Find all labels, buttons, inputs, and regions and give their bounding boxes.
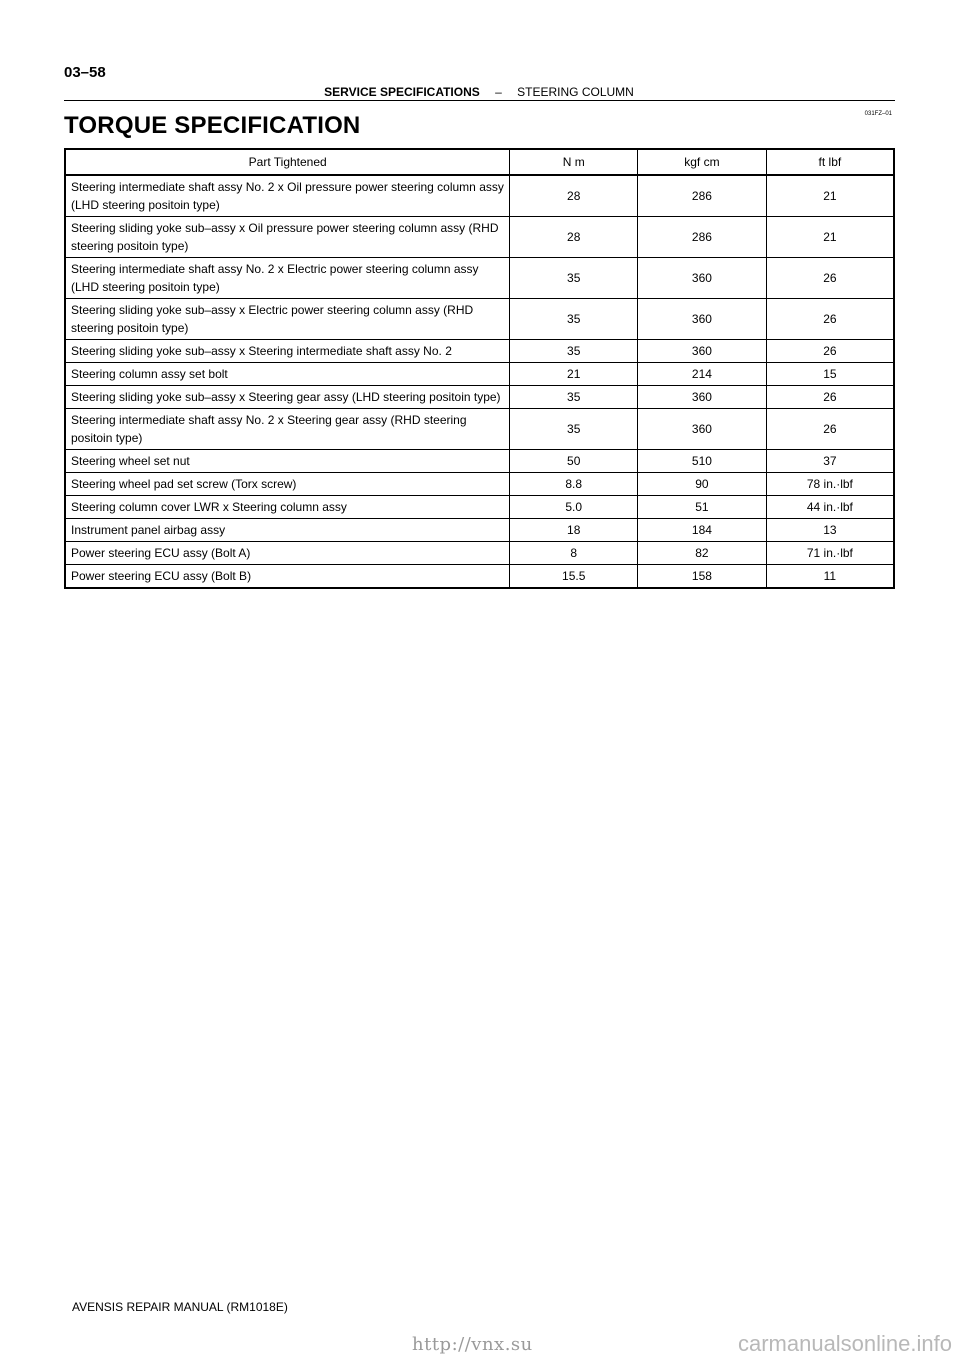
cell-part: Steering column assy set bolt xyxy=(65,363,510,386)
cell-kgf: 360 xyxy=(638,409,767,450)
cell-part: Steering intermediate shaft assy No. 2 x Steering gear assy (RHD steering positoin type) xyxy=(65,409,510,450)
cell-kgf: 286 xyxy=(638,217,767,258)
table-row xyxy=(65,217,894,258)
cell-part: Steering intermediate shaft assy No. 2 x Oil pressure power steering column assy (LHD steering positoin type) xyxy=(65,175,510,217)
cell-kgf: 158 xyxy=(638,565,767,589)
cell-kgf: 360 xyxy=(638,340,767,363)
cell-kgf: 82 xyxy=(638,542,767,565)
header-separator: – xyxy=(495,85,502,99)
subsection-title: STEERING COLUMN xyxy=(517,85,634,99)
column-header-nm: N m xyxy=(510,149,638,175)
cell-ft: 26 xyxy=(766,386,894,409)
cell-nm: 35 xyxy=(510,340,638,363)
watermark-site: carmanualsonline.info xyxy=(737,1331,952,1356)
cell-ft: 44 in.·lbf xyxy=(766,496,894,519)
cell-part: Steering wheel pad set screw (Torx screw) xyxy=(65,473,510,496)
column-header-part: Part Tightened xyxy=(65,149,510,175)
cell-part: Steering column cover LWR x Steering column assy xyxy=(65,496,510,519)
cell-nm: 35 xyxy=(510,258,638,299)
doc-code: 031FZ–01 xyxy=(864,111,892,117)
cell-nm: 21 xyxy=(510,363,638,386)
cell-ft: 26 xyxy=(766,340,894,363)
cell-nm: 18 xyxy=(510,519,638,542)
cell-nm: 35 xyxy=(510,299,638,340)
torque-spec-table xyxy=(64,148,895,589)
column-header-ft: ft lbf xyxy=(766,149,894,175)
cell-kgf: 184 xyxy=(638,519,767,542)
table-row xyxy=(65,340,894,363)
watermark-link[interactable]: http://vnx.su xyxy=(412,1334,533,1355)
cell-ft: 37 xyxy=(766,450,894,473)
cell-kgf: 360 xyxy=(638,386,767,409)
cell-nm: 8.8 xyxy=(510,473,638,496)
cell-part: Power steering ECU assy (Bolt A) xyxy=(65,542,510,565)
cell-ft: 15 xyxy=(766,363,894,386)
table-row xyxy=(65,363,894,386)
table-row xyxy=(65,409,894,450)
cell-kgf: 286 xyxy=(638,175,767,217)
cell-kgf: 51 xyxy=(638,496,767,519)
cell-ft: 78 in.·lbf xyxy=(766,473,894,496)
cell-ft: 26 xyxy=(766,299,894,340)
cell-kgf: 360 xyxy=(638,258,767,299)
page-number: 03–58 xyxy=(64,64,106,81)
cell-ft: 26 xyxy=(766,258,894,299)
cell-kgf: 90 xyxy=(638,473,767,496)
cell-kgf: 510 xyxy=(638,450,767,473)
cell-ft: 21 xyxy=(766,175,894,217)
table-row xyxy=(65,175,894,217)
cell-ft: 21 xyxy=(766,217,894,258)
cell-ft: 11 xyxy=(766,565,894,589)
cell-nm: 35 xyxy=(510,409,638,450)
cell-nm: 35 xyxy=(510,386,638,409)
cell-nm: 8 xyxy=(510,542,638,565)
cell-part: Steering wheel set nut xyxy=(65,450,510,473)
table-body xyxy=(65,175,894,588)
cell-nm: 15.5 xyxy=(510,565,638,589)
table-row xyxy=(65,450,894,473)
manual-footer: AVENSIS REPAIR MANUAL (RM1018E) xyxy=(72,1300,288,1314)
table-row xyxy=(65,386,894,409)
cell-nm: 50 xyxy=(510,450,638,473)
cell-kgf: 360 xyxy=(638,299,767,340)
cell-part: Steering sliding yoke sub–assy x Oil pressure power steering column assy (RHD steering positoin type) xyxy=(65,217,510,258)
column-header-kgf: kgf cm xyxy=(638,149,767,175)
cell-part: Power steering ECU assy (Bolt B) xyxy=(65,565,510,589)
cell-ft: 26 xyxy=(766,409,894,450)
cell-nm: 28 xyxy=(510,217,638,258)
table-row xyxy=(65,473,894,496)
cell-ft: 71 in.·lbf xyxy=(766,542,894,565)
cell-part: Steering intermediate shaft assy No. 2 x Electric power steering column assy (LHD steering positoin type) xyxy=(65,258,510,299)
table-row xyxy=(65,258,894,299)
cell-part: Steering sliding yoke sub–assy x Steering gear assy (LHD steering positoin type) xyxy=(65,386,510,409)
table-row xyxy=(65,519,894,542)
cell-part: Instrument panel airbag assy xyxy=(65,519,510,542)
table-row xyxy=(65,496,894,519)
table-header-row xyxy=(65,149,894,175)
section-title: SERVICE SPECIFICATIONS xyxy=(324,85,480,99)
table-row xyxy=(65,565,894,589)
cell-part: Steering sliding yoke sub–assy x Electric power steering column assy (RHD steering positoin type) xyxy=(65,299,510,340)
table-row xyxy=(65,299,894,340)
cell-ft: 13 xyxy=(766,519,894,542)
cell-nm: 5.0 xyxy=(510,496,638,519)
cell-kgf: 214 xyxy=(638,363,767,386)
cell-nm: 28 xyxy=(510,175,638,217)
running-header xyxy=(64,85,894,99)
cell-part: Steering sliding yoke sub–assy x Steering intermediate shaft assy No. 2 xyxy=(65,340,510,363)
table-row xyxy=(65,542,894,565)
header-rule xyxy=(64,100,895,101)
page-title: TORQUE SPECIFICATION xyxy=(64,112,361,139)
